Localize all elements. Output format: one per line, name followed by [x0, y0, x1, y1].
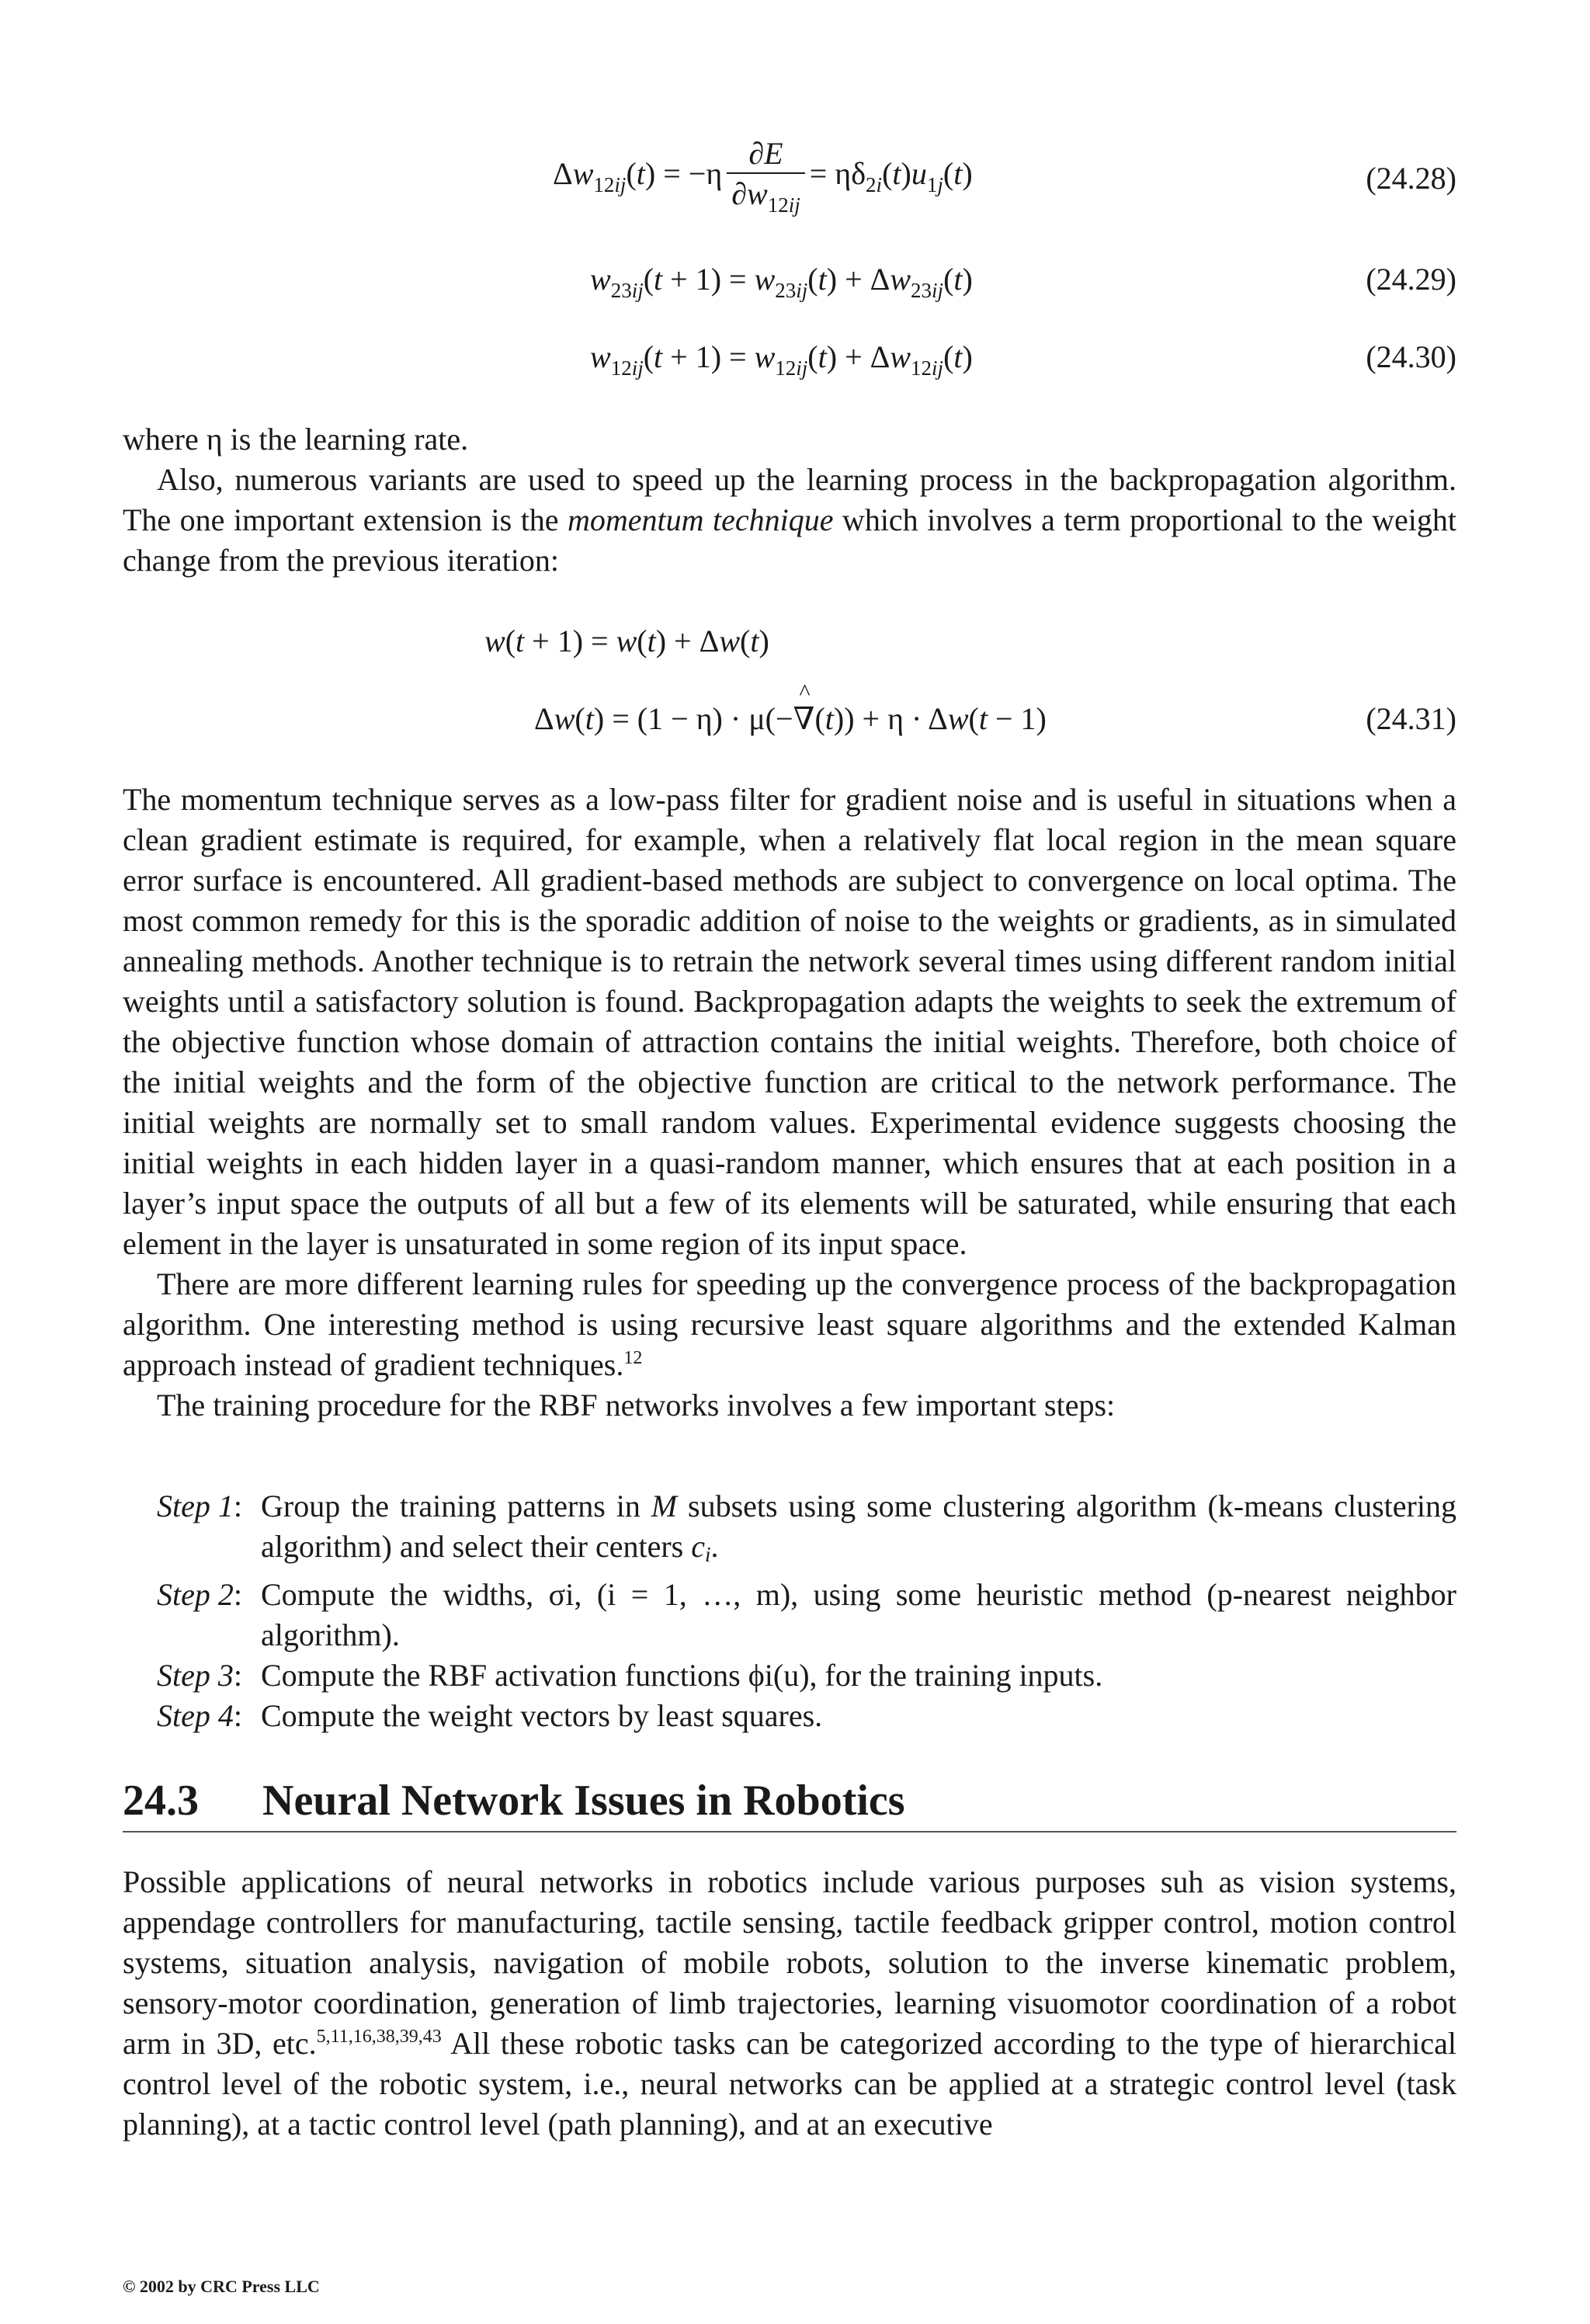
text-run: Possible applications of neural networks in robotics include various purposes suh as vision systems, appendage controllers for manufacturing, tactile sensing, tactile feedback gripper control, motion control systems, situation analysis, navigation of mobile robots, solution to the inverse kinematic problem, sensory-motor coordination, generation of limb trajectories, learning visuomotor coordination of a robot arm in 3D, etc.	[123, 1864, 1456, 2061]
paragraph: where η is the learning rate.	[123, 422, 469, 457]
text-run: which involves a term proportional to the weight change from the previous iteration:	[123, 502, 1457, 578]
body-text-lower	[123, 780, 1456, 1426]
text-run: There are more different learning rules for speeding up the convergence process of the backpropagation algorithm. One interesting method is using recursive least square algorithms and the extended Kalman approach instead of gradient techniques.	[123, 1266, 1456, 1382]
text-run: Also, numerous variants are used to speed up the learning process in the backpropagation algorithm. The one important extension is the	[123, 462, 1456, 537]
emphasis: momentum technique	[568, 502, 834, 537]
step-text: Compute the weight vectors by least squares.	[261, 1698, 823, 1733]
equation-24-30: $w_{12ij}(t + 1) = w_{12ij}(t) + \Delta w_{12ij}(t)$	[590, 339, 973, 380]
step-label: Step 2:	[157, 1577, 242, 1612]
equation-24-28: $\Delta w_{12ij}(t) = -\eta$ $\frac{\partial E}{\partial w_{12ij}}$ = $\eta\delta_{2i}(t)u_{1j}(t)$	[553, 136, 973, 217]
step-text: Compute the widths, σi, (i = 1, …, m), using some heuristic method (p-nearest neighbor algorithm).	[261, 1577, 1456, 1652]
step-item	[123, 1655, 1456, 1696]
reference: 5,11,16,38,39,43	[316, 2027, 442, 2047]
paragraph: The training procedure for the RBF networks involves a few important steps:	[157, 1388, 1116, 1423]
steps-list	[123, 1486, 1456, 1736]
step-item	[123, 1696, 1456, 1736]
section-number: 24.3	[123, 1777, 199, 1825]
section-title: Neural Network Issues in Robotics	[262, 1777, 905, 1825]
section-body	[123, 1862, 1456, 2145]
equation-24-29: $w_{23ij}(t + 1) = w_{23ij}(t) + \Delta w_{23ij}(t)$	[590, 262, 973, 302]
step-label: Step 3:	[157, 1658, 242, 1693]
paragraph: The momentum technique serves as a low-pass filter for gradient noise and is useful in situations when a clean gradient estimate is required, for example, when a relatively flat local region in the mean square error surface is encountered. All gradient-based methods are subject to convergence on local optima. The most common remedy for this is the sporadic addition of noise to the weights or gradients, as in simulated annealing methods. Another technique is to retrain the network several times using different random initial weights until a satisfactory solution is found. Backpropagation adapts the weights to seek the extremum of the objective function whose domain of attraction contains the initial weights. Therefore, both choice of the initial weights and the form of the objective function are critical to the network performance. The initial weights are normally set to small random values. Experimental evidence suggests choosing the initial weights in each hidden layer in a quasi-random manner, which ensures that at each position in a layer’s input space the outputs of all but a few of its elements will be saturated, while ensuring that each element in the layer is unsaturated in some region of its input space.	[123, 782, 1456, 1261]
equation-number: (24.28)	[1366, 161, 1456, 196]
equation-number: (24.30)	[1366, 339, 1456, 374]
reference: 12	[623, 1348, 643, 1368]
step-label: Step 4:	[157, 1698, 242, 1733]
body-text-upper	[123, 419, 1456, 581]
equation-24-31: Δw(t) = (1 − η) · μ(−∇ ^ (t)) + η · Δw(t − 1)	[534, 679, 1047, 736]
paragraph	[123, 1264, 1456, 1385]
step-text: Compute the RBF activation functions ϕi(u), for the training inputs.	[261, 1658, 1103, 1693]
text-run: All these robotic tasks can be categorized according to the type of hierarchical control level of the robotic system, i.e., neural networks can be applied at a strategic control level (task planning), at a tactic control level (path planning), and at an executive	[123, 2026, 1456, 2142]
paragraph	[123, 1862, 1456, 2145]
equation-number: (24.29)	[1366, 262, 1456, 297]
step-item: Step 1: Group the training patterns in M subsets using some clustering algorithm (k-means clustering algorithm) and select their centers $c_i$.	[123, 1486, 1456, 1575]
equation-momentum-update: w(t + 1) = w(t) + Δw(t)	[484, 624, 769, 658]
copyright-footer: © 2002 by CRC Press LLC	[123, 2277, 320, 2296]
section-heading	[123, 1777, 1456, 1832]
equation-number: (24.31)	[1366, 701, 1456, 736]
step-label: Step 1:	[157, 1489, 242, 1523]
step-item	[123, 1575, 1456, 1655]
paragraph	[123, 460, 1456, 581]
